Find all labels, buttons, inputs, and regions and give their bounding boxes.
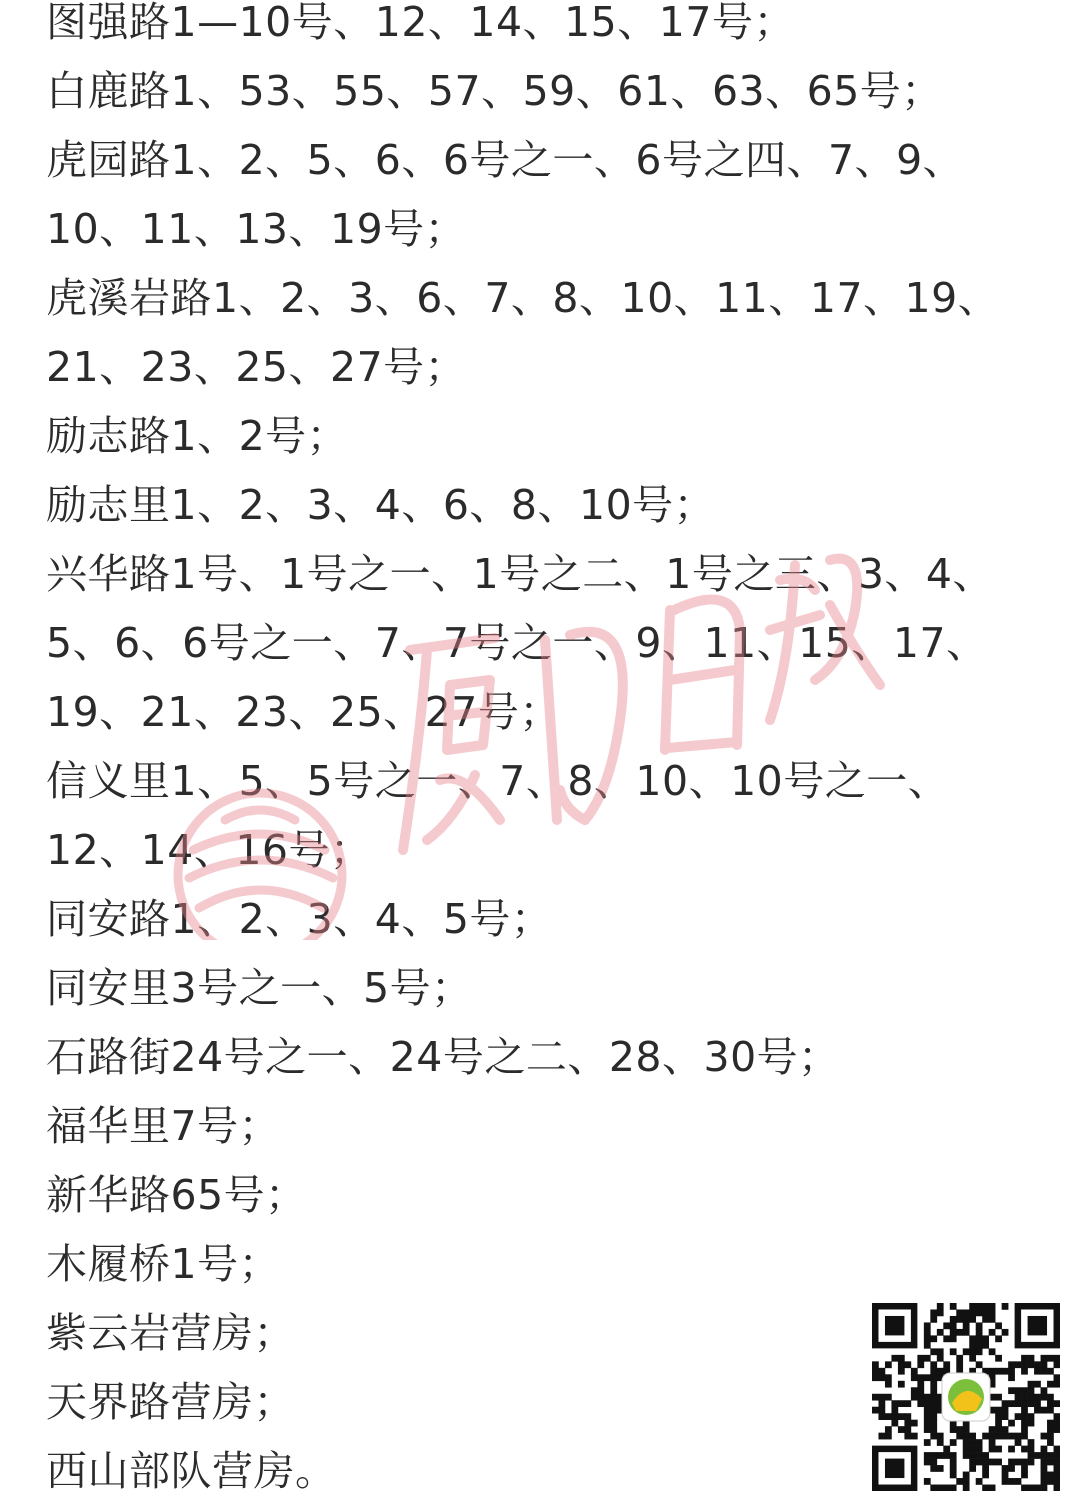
address-line: 天界路营房； — [46, 1378, 295, 1426]
address-line: 19、21、23、25、27号； — [46, 688, 561, 736]
address-line: 白鹿路1、53、55、57、59、61、63、65号； — [46, 67, 943, 115]
address-line: 同安路1、2、3、4、5号； — [46, 895, 553, 943]
app-logo-icon — [942, 1373, 990, 1421]
address-line: 新华路65号； — [46, 1171, 307, 1219]
address-line: 兴华路1号、1号之一、1号之二、1号之三、3、4、 — [46, 550, 995, 598]
address-list — [46, 0, 1056, 1506]
address-line: 虎溪岩路1、2、3、6、7、8、10、11、17、19、 — [46, 274, 1000, 322]
address-line: 同安里3号之一、5号； — [46, 964, 473, 1012]
qr-code[interactable] — [872, 1303, 1060, 1491]
address-line: 图强路1—10号、12、14、15、17号； — [46, 0, 795, 46]
address-line: 励志里1、2、3、4、6、8、10号； — [46, 481, 716, 529]
address-line: 虎园路1、2、5、6、6号之一、6号之四、7、9、 — [46, 136, 965, 184]
address-line: 12、14、16号； — [46, 826, 372, 874]
address-line: 西山部队营房。 — [46, 1447, 337, 1495]
address-line: 福华里7号； — [46, 1102, 281, 1150]
address-line: 5、6、6号之一、7、7号之一、9、11、15、17、 — [46, 619, 988, 667]
address-line: 信义里1、5、5号之一、7、8、10、10号之一、 — [46, 757, 950, 805]
address-line: 木履桥1号； — [46, 1240, 281, 1288]
address-line: 10、11、13、19号； — [46, 205, 467, 253]
qr-code-icon — [872, 1303, 1060, 1491]
address-line: 石路街24号之一、24号之二、28、30号； — [46, 1033, 840, 1081]
address-line: 21、23、25、27号； — [46, 343, 467, 391]
address-line: 紫云岩营房； — [46, 1309, 295, 1357]
address-line: 励志路1、2号； — [46, 412, 349, 460]
